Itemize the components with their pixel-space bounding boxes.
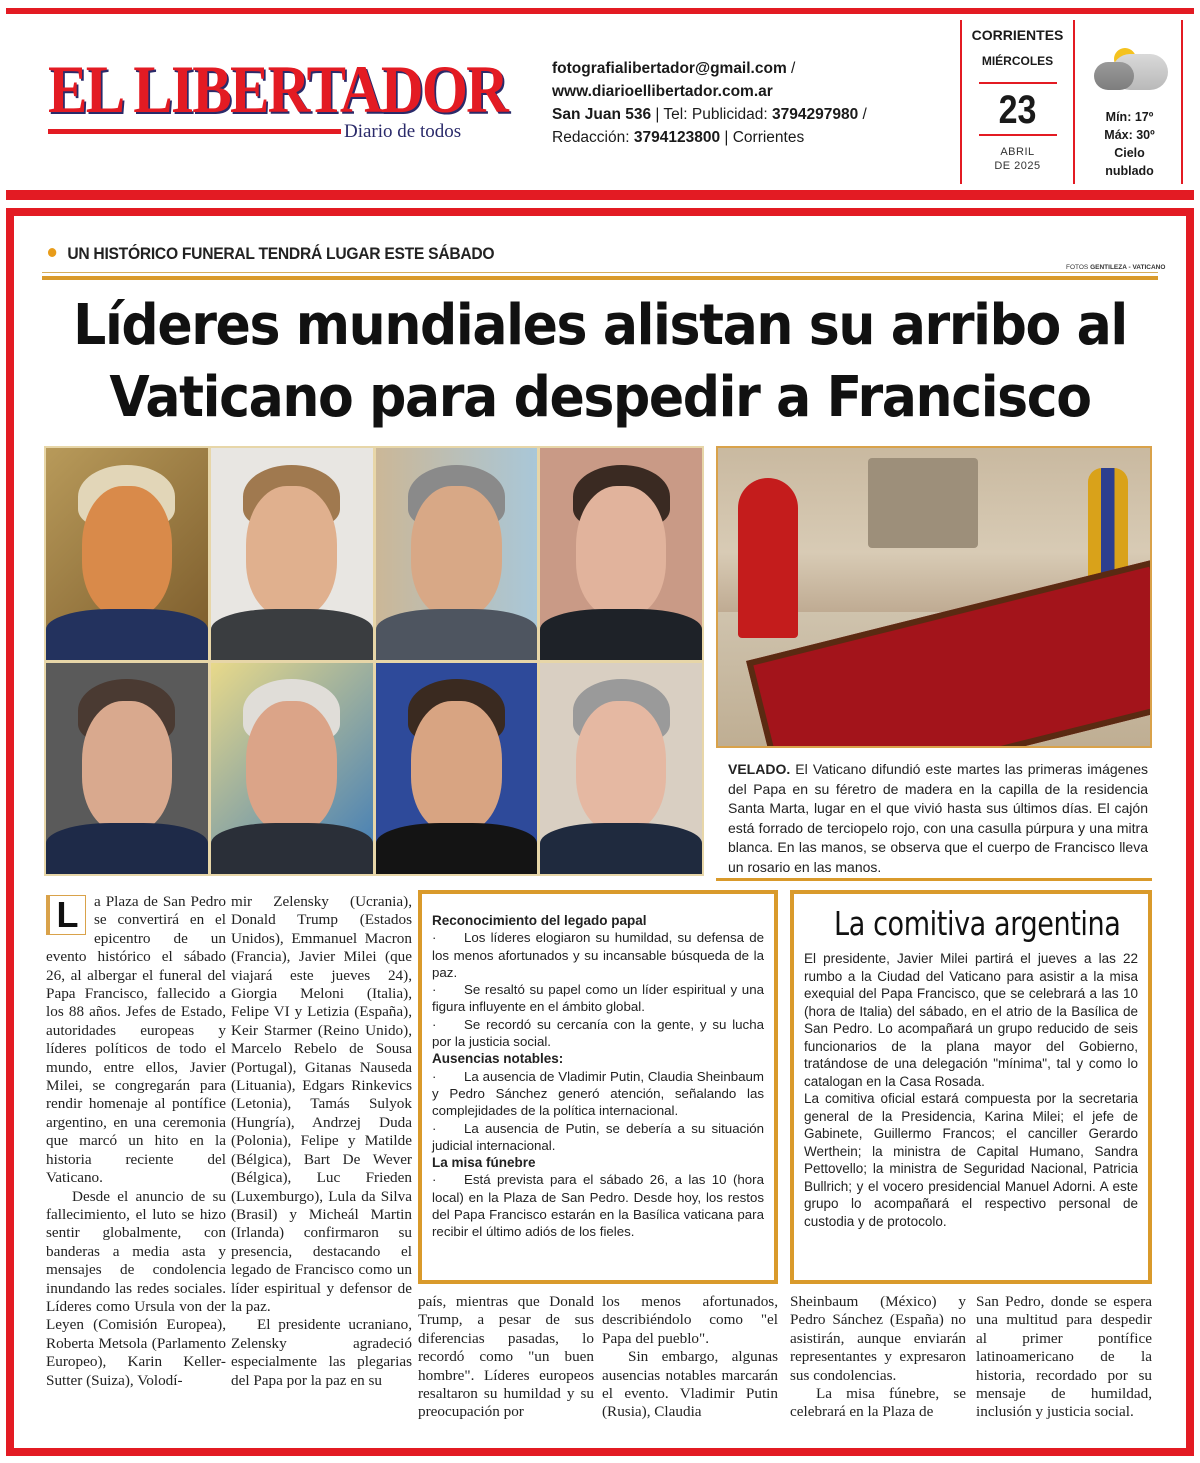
body-column-6 xyxy=(976,1293,1152,1422)
date-year: DE 2025 xyxy=(994,160,1041,172)
caption-text: El Vaticano difundió este martes las primeras imágenes del Papa en su féretro de madera en la capilla de la residencia Santa Marta, lugar en el que vivió hasta sus últimos días. El cajón está forrado de terciopelo rojo, con una casulla púrpura y una mitra blanca. En las manos, se observa que el cuerpo de Francisco lleva un rosario en las manos. xyxy=(728,761,1148,875)
kicker-text: UN HISTÓRICO FUNERAL TENDRÁ LUGAR ESTE SÁBADO xyxy=(67,244,495,263)
door-shape xyxy=(868,458,978,548)
separator: / xyxy=(786,60,796,77)
box-bullet xyxy=(432,1068,764,1120)
city-suffix: | Corrientes xyxy=(720,129,805,146)
portrait-macron[interactable] xyxy=(46,663,208,875)
date-city: CORRIENTES xyxy=(971,27,1064,43)
suit-shape xyxy=(376,823,538,874)
portrait-starmer[interactable] xyxy=(540,663,702,875)
box-subheading: La misa fúnebre xyxy=(432,1155,536,1171)
portrait-lula[interactable] xyxy=(211,663,373,875)
redaccion-label: Redacción: xyxy=(552,129,634,146)
portrait-william[interactable] xyxy=(211,448,373,660)
body-column-1 xyxy=(46,893,226,1390)
weather-condition: Cielo xyxy=(1114,146,1145,160)
kicker-divider-thin xyxy=(42,272,1158,273)
bullet-icon: · xyxy=(432,1172,437,1188)
contact-email[interactable]: fotografialibertador@gmail.com xyxy=(552,60,787,77)
masthead-bottom-rule xyxy=(6,190,1194,200)
body-paragraph: a Plaza de San Pedro se convertirá en el epicentro de un evento histórico el sábado 26, al albergar el funeral del Papa Francisco, fallecido a los 88 años. Jefes de Estado, autoridades europeas y líderes políticos de todo el mundo, entre ellos, Javier Milei, se congregarán para rendir homenaje al pontífice argentino, en una ceremonia que marcó un hito en la historia reciente del Vaticano. xyxy=(46,893,226,1187)
date-day-number: 23 xyxy=(998,88,1037,132)
headline-line-1: Líderes mundiales alistan su arribo al xyxy=(73,293,1127,358)
face-shape xyxy=(246,486,337,617)
suit-shape xyxy=(540,823,702,874)
contact-website[interactable]: www.diarioellibertador.com.ar xyxy=(552,83,773,100)
bullet-text: Está prevista para el sábado 26, a las 10 (hora local) en la Plaza de San Pedro. Desde hoy, los restos del Papa Francisco estarán en la Basílica vaticana para recibir el último adiós de los fieles. xyxy=(432,1172,764,1240)
headline-line-2: Vaticano para despedir a Francisco xyxy=(109,365,1091,430)
face-shape xyxy=(576,486,667,617)
date-weekday: MIÉRCOLES xyxy=(981,54,1054,68)
suit-shape xyxy=(540,609,702,660)
dropcap: L xyxy=(46,895,86,935)
body-paragraph: Sheinbaum (México) y Pedro Sánchez (España) no asistirán, aunque enviarán representantes y expresaron sus condolencias. xyxy=(790,1293,966,1384)
caption-lead: VELADO. xyxy=(728,761,791,777)
bullet-icon: · xyxy=(432,1016,437,1032)
body-column-3 xyxy=(418,1293,594,1422)
credit-source: GENTILEZA - VATICANO xyxy=(1090,264,1166,271)
body-paragraph: Desde el anuncio de su fallecimiento, el luto se hizo sentir globalmente, con banderas a media asta y mensajes de condolencia inundando las redes sociales. Líderes como Ursula von der Leyen (Comisión Europea), Roberta Metsola (Parlamento Europeo), Karin Keller-Sutter (Suiza), Volodí- xyxy=(46,1187,226,1389)
box-subheading: Ausencias notables: xyxy=(432,1051,564,1067)
bullet-dot-icon xyxy=(48,248,56,257)
top-red-rule xyxy=(6,8,1194,14)
body-paragraph: mir Zelensky (Ucrania), Donald Trump (Estados Unidos), Emmanuel Macron (Francia), Javier Milei (que viajará este jueves 24), Giorgia Meloni (Italia), Felipe VI y Letizia (España), Keir Starmer (Reino Unido), Marcelo Rebelo de Sousa (Portugal), Gitanas Nauseda (Lituania), Edgars Rinkevics (Letonia), Tamás Sulyok (Hungría), Andrzej Duda (Polonia), Felipe y Matilde (Bélgica), Bart De Wever (Bélgica), Luc Frieden (Luxemburgo), Lula da Silva (Brasil) y Micheál Martin (Irlanda) confirmaron su presencia, destacando el legado de Francisco como un líder espiritual y defensor de la paz. xyxy=(231,893,412,1315)
logo-tagline: Diario de todos xyxy=(344,121,462,142)
photo-caption xyxy=(728,760,1148,877)
article-kicker xyxy=(48,244,494,264)
body-paragraph: San Pedro, donde se espera una multitud para despedir al primer pontífice latinoamericano de la historia, recordado por su mensaje de humildad, inclusión y justicia social. xyxy=(976,1293,1152,1421)
comitiva-paragraph: El presidente, Javier Milei partirá el jueves a las 22 rumbo a la Ciudad del Vaticano para asistir a la misa exequial del Papa Francisco, que se celebrará a las 10 (hora de Italia) del sábado, en el atrio de la Basílica de San Pedro. Lo acompañará un grupo reducido de seis funcionarios de la plana mayor del Gobierno, tratándose de una delegación "mínima", tal y como lo catalogan en la Casa Rosada. xyxy=(804,951,1138,1089)
date-box xyxy=(960,20,1075,184)
tel-publicidad: 3794297980 xyxy=(772,106,859,123)
box-bullet xyxy=(432,981,764,1016)
article-headline xyxy=(70,290,1130,434)
weather-box xyxy=(1078,20,1183,184)
date-divider xyxy=(979,134,1057,136)
vatican-coffin-photo[interactable] xyxy=(716,446,1152,748)
cloud-shape xyxy=(1094,62,1134,90)
weather-max: Máx: 30º xyxy=(1104,128,1155,142)
face-shape xyxy=(82,486,173,617)
body-column-4 xyxy=(602,1293,778,1422)
body-column-2 xyxy=(231,893,412,1390)
newspaper-logo[interactable] xyxy=(48,51,508,145)
body-paragraph: La misa fúnebre, se celebrará en la Plaza de xyxy=(790,1385,966,1421)
weather-condition: nublado xyxy=(1105,164,1154,178)
face-shape xyxy=(576,701,667,832)
comitiva-title: La comitiva argentina xyxy=(834,904,1121,943)
portrait-trump[interactable] xyxy=(46,448,208,660)
body-column-5 xyxy=(790,1293,966,1422)
face-shape xyxy=(411,486,502,617)
leaders-photo-grid xyxy=(44,446,704,876)
bullet-text: La ausencia de Vladimir Putin, Claudia Sheinbaum y Pedro Sánchez generó atención, señalando las complejidades de la política internacional. xyxy=(432,1068,764,1119)
photo-credit xyxy=(1066,264,1165,271)
face-shape xyxy=(411,701,502,832)
face-shape xyxy=(246,701,337,832)
weather-min: Mín: 17º xyxy=(1105,110,1154,124)
bullet-icon: · xyxy=(432,1068,437,1084)
portrait-milei[interactable] xyxy=(540,448,702,660)
caption-divider xyxy=(716,878,1152,881)
box-subheading: Reconocimiento del legado papal xyxy=(432,913,647,928)
body-paragraph: El presidente ucraniano, Zelensky agradeció especialmente las plegarias del Papa por la paz en su xyxy=(231,1316,412,1389)
contact-info xyxy=(552,57,867,149)
date-month: ABRIL xyxy=(1000,146,1035,158)
partly-cloudy-icon xyxy=(1090,40,1170,100)
suit-shape xyxy=(211,823,373,874)
kicker-divider xyxy=(42,276,1158,280)
box-bullet xyxy=(432,1120,764,1155)
tel-label: | Tel: Publicidad: xyxy=(651,106,772,123)
suit-shape xyxy=(211,609,373,660)
bullet-icon: · xyxy=(432,1120,437,1136)
bullet-icon: · xyxy=(432,982,437,998)
credit-prefix: FOTOS xyxy=(1066,264,1091,271)
body-paragraph: Sin embargo, algunas ausencias notables marcarán el evento. Vladimir Putin (Rusia), Claudia xyxy=(602,1348,778,1421)
tel-redaccion: 3794123800 xyxy=(633,129,721,146)
comitiva-box xyxy=(790,890,1152,1284)
suit-shape xyxy=(46,609,208,660)
suit-shape xyxy=(376,609,538,660)
separator: / xyxy=(858,106,867,123)
logo-title: EL LIBERTADOR xyxy=(48,51,508,127)
cardinal-figure xyxy=(738,478,798,638)
portrait-zelensky[interactable] xyxy=(376,663,538,875)
bullet-text: Los líderes elogiaron su humildad, su defensa de los menos afortunados y su incansable búsqueda de la paz. xyxy=(432,930,764,980)
logo-underline xyxy=(48,129,341,134)
face-shape xyxy=(82,701,173,832)
box-bullet xyxy=(432,1016,764,1051)
contact-address: San Juan 536 xyxy=(552,106,652,123)
date-divider xyxy=(979,82,1057,84)
bullet-icon: · xyxy=(432,930,437,946)
box-bullet xyxy=(432,929,764,981)
bullet-text: La ausencia de Putin, se debería a su situación judicial internacional. xyxy=(432,1120,764,1153)
box-bullet xyxy=(432,1171,764,1240)
comitiva-paragraph: La comitiva oficial estará compuesta por la secretaria general de la Presidencia, Karina Milei; el jefe de Gabinete, Guillermo Francos; el canciller Gerardo Werthein; la ministra de Capital Humano, Sandra Pettovello; la ministra de Seguridad Nacional, Patricia Bullrich; y el vocero presidencial Manuel Adorni. A este grupo lo acompañará el respectivo personal de custodia y de protocolo. xyxy=(804,1091,1138,1229)
bullet-text: Se recordó su cercanía con la gente, y su lucha por la justicia social. xyxy=(432,1016,764,1050)
coffin-shape xyxy=(746,559,1152,748)
summary-box xyxy=(418,890,778,1284)
portrait-felipe[interactable] xyxy=(376,448,538,660)
bullet-text: Se resaltó su papel como un líder espiritual y una figura influyente en el ámbito global. xyxy=(432,982,764,1015)
suit-shape xyxy=(46,823,208,874)
body-paragraph: país, mientras que Donald Trump, a pesar de sus diferencias pasadas, lo recordó como "un buen hombre". Líderes europeos resaltaron su humildad y su preocupación por xyxy=(418,1293,594,1421)
body-paragraph: los menos afortunados, describiéndolo como "el Papa del pueblo". xyxy=(602,1293,778,1347)
